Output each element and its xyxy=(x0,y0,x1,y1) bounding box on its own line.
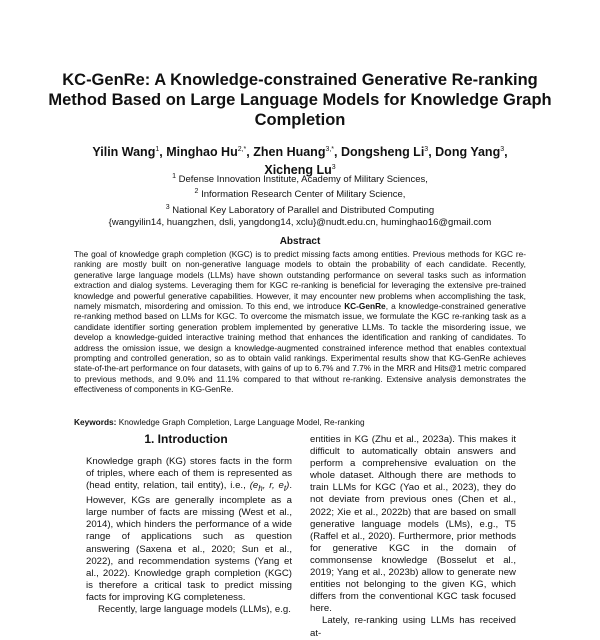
affil-mark: 2 xyxy=(194,188,199,196)
author-name: Dongsheng Li xyxy=(340,145,425,160)
author-separator: , xyxy=(334,145,341,160)
paragraph-text: Knowledge graph (KG) stores facts in the form of triples, where each of them is represented as (head entity, relation, tail entity), i.e., xyxy=(86,456,292,492)
affiliation-block xyxy=(60,171,540,229)
abstract-heading: Abstract xyxy=(279,236,321,247)
author-entry xyxy=(435,145,507,159)
author-name: Zhen Huang xyxy=(253,145,326,160)
section-heading: 1. Introduction xyxy=(144,432,228,446)
affiliation-line xyxy=(60,171,540,186)
paragraph: Recently, large language models (LLMs), e.g. xyxy=(98,604,291,616)
abstract-text-2: , a knowledge-constrained generative re-ranking method based on LLMs for KGC. To overcome the mismatch issue, we formulate the KGC re-ranking task as a candidate identifier sorting generation problem implemented by generative LLMs. To tackle the misordering issue, we develop a knowledge-guided interactive training method that enhances the identification and ranking of candidates. To address the omission issue, we design a knowledge-augmented constrained inference method that enables contextual prompting and controlled generation, so as to obtain valid rankings. Experimental results show that KG-GenRe achieves state-of-the-art performance on four datasets, with gains of up to 6.7% and 7.7% in the MRR and Hits@1 metric compared to previous methods, and 9.0% and 11.1% compared to that without re-ranking. Extensive analysis demonstrates the effectiveness of components in KG-GenRe. xyxy=(74,301,526,395)
left-column xyxy=(86,456,292,616)
author-affil-mark: 2,* xyxy=(237,146,247,153)
author-separator: , xyxy=(159,145,167,160)
author-affil-mark: 3 xyxy=(331,164,336,172)
affil-mark: 1 xyxy=(172,173,176,180)
math-sub: t xyxy=(283,484,287,494)
paper-title: KC-GenRe: A Knowledge-constrained Generative Re-ranking Method Based on Large Language Models for Knowledge Graph Completion xyxy=(48,71,552,129)
method-name: KC-GenRe xyxy=(344,301,386,312)
affil-text: Information Research Center of Military Science, xyxy=(201,189,406,201)
author-emails: {wangyilin14, huangzhen, dsli, yangdong14, xclu}@nudt.edu.cn, huminghao16@gmail.com xyxy=(108,217,492,229)
author-affil-mark: 3 xyxy=(424,146,429,153)
affiliation-line xyxy=(60,186,540,201)
affil-text: National Key Laboratory of Parallel and Distributed Computing xyxy=(172,204,435,216)
affil-mark: 3 xyxy=(165,203,170,211)
keywords-line xyxy=(74,417,526,427)
author-separator: , xyxy=(428,145,436,160)
math-part: (e xyxy=(249,480,259,492)
paragraph xyxy=(86,456,292,604)
affiliation-line xyxy=(60,202,540,217)
keywords-text: Knowledge Graph Completion, Large Language Model, Re-ranking xyxy=(118,417,365,427)
triple-math xyxy=(249,480,290,494)
author-entry xyxy=(166,145,253,159)
author-entry xyxy=(92,145,166,159)
author-name: Xicheng Lu xyxy=(264,163,332,178)
author-entry xyxy=(341,145,435,159)
right-column xyxy=(310,434,516,640)
math-part: , r, e xyxy=(262,480,284,492)
author-name: Dong Yang xyxy=(435,145,501,160)
author-entry xyxy=(253,145,341,159)
abstract-text-1: The goal of knowledge graph completion (KGC) is to predict missing facts among entities. Previous methods for KGC re-ranking are mostly built on non-generative language models to obtain the probability of each candidate. Recently, generative large language models (LLMs) have shown outstanding performance on several tasks such as information extraction and dialog systems. Leveraging them for KGC re-ranking is beneficial for leveraging the extensive pre-trained knowledge and powerful generative capabilities. However, it may encounter new problems when accomplishing the task, namely mismatch, misordering and omission. To this end, we introduce xyxy=(74,249,526,312)
author-name: Minghao Hu xyxy=(166,145,238,160)
author-name: Yilin Wang xyxy=(92,145,156,160)
author-separator: , xyxy=(246,145,254,160)
affil-text: Defense Innovation Institute, Academy of Military Sciences, xyxy=(178,174,428,186)
author-affil-mark: 3,* xyxy=(325,146,335,153)
abstract-body xyxy=(74,249,526,395)
paragraph: Lately, re-ranking using LLMs has received at- xyxy=(310,615,516,639)
author-separator: , xyxy=(504,145,508,160)
math-sub: h xyxy=(258,484,263,494)
keywords-label: Keywords: xyxy=(74,417,117,427)
paragraph-text: . However, KGs are generally incomplete as a large number of facts are missing (West et al., 2014), which hinders the performance of a wide range of applications such as question answering (Saxena et al., 2020; Sun et al., 2022), and recommendation systems (Yang et al., 2022). Knowledge graph completion (KGC) is therefore a critical task to predict missing facts for improving KG completeness. xyxy=(86,480,293,603)
author-affil-mark: 1 xyxy=(155,146,160,153)
paragraph: entities in KG (Zhu et al., 2023a). This makes it difficult to automatically obtain answers and perform a comprehensive evaluation on the whole dataset. Although there are methods to train LLMs for KGC (Yao et al., 2023), they do not deviate from previous ones (Chen et al., 2022; Xie et al., 2022b) that are based on small generative language models (LMs), e.g., T5 (Raffel et al., 2020). Furthermore, prior methods for generative KGC in the domain of commonsense knowledge (Bosselut et al., 2019; Yang et al., 2023b) allow to generate new entities not belonging to the given KG, which differs from the conventional KGC task focused here. xyxy=(310,434,516,615)
math-part: ) xyxy=(286,480,290,492)
author-affil-mark: 3 xyxy=(500,146,505,153)
